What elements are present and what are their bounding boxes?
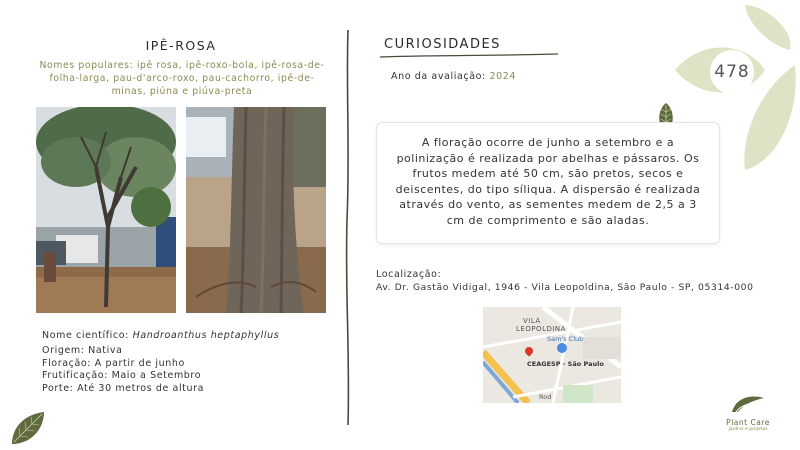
location-address: Av. Dr. Gastão Vidigal, 1946 - Vila Leopoldina, São Paulo - SP, 05314-000 bbox=[376, 282, 754, 293]
location-map[interactable] bbox=[483, 307, 621, 403]
title-underline bbox=[380, 53, 558, 59]
tree-number: 478 bbox=[714, 62, 750, 82]
curiosity-text: A floração ocorre de junho a setembro e a polinização é realizada por abelhas e pássaros. Os frutos medem até 50 cm, são pretos, secos e deiscentes, do tipo síliqua. A dispersão é realizada através do vento, as sementes medem de 2,5 a 3 cm de comprimento e são aladas. bbox=[395, 136, 701, 227]
curiosities-title: CURIOSIDADES bbox=[384, 37, 501, 52]
brand-name: Plant Care bbox=[726, 418, 770, 427]
map-street-label: Rod bbox=[539, 393, 552, 401]
tree-number-badge bbox=[710, 50, 754, 94]
location-label: Localização: bbox=[376, 269, 442, 280]
map-poi-sams: Sam's Club bbox=[547, 335, 584, 343]
center-divider bbox=[344, 30, 352, 425]
fruiting-line: Frutificação: Maio a Setembro bbox=[42, 370, 202, 381]
popular-names: Nomes populares: ipê rosa, ipê-roxo-bola, ipê-rosa-de-folha-larga, pau-d'arco-roxo, pau-cachorro, ipê-de-minas, piúna e piúva-preta bbox=[39, 60, 325, 97]
scientific-name-line bbox=[42, 329, 279, 342]
evaluation-year bbox=[391, 70, 516, 83]
brand-logo-icon bbox=[728, 392, 768, 414]
leaf-icon-bottom bbox=[8, 408, 48, 448]
evaluation-year-label: Ano da avaliação: bbox=[391, 71, 490, 82]
scientific-name-value: Handroanthus heptaphyllus bbox=[132, 330, 280, 341]
flowering-line: Floração: A partir de junho bbox=[42, 358, 185, 369]
brand-tagline: jardins e projetos bbox=[728, 427, 768, 432]
map-pin-icon bbox=[557, 343, 567, 353]
species-title: IPÊ-ROSA bbox=[145, 38, 217, 53]
curiosity-card bbox=[376, 122, 720, 244]
scientific-name-label: Nome científico: bbox=[42, 330, 133, 341]
map-district-line2: LEOPOLDINA bbox=[516, 325, 566, 333]
map-poi-ceagesp: CEAGESP - São Paulo bbox=[527, 360, 604, 368]
brand-logo bbox=[718, 392, 778, 432]
tree-photo-trunk bbox=[186, 107, 326, 313]
origin-line: Origem: Nativa bbox=[42, 345, 123, 356]
evaluation-year-value: 2024 bbox=[489, 71, 517, 82]
size-line: Porte: Até 30 metros de altura bbox=[42, 383, 205, 394]
map-district-line1: VILA bbox=[523, 317, 541, 325]
tree-photo-canopy bbox=[36, 107, 176, 313]
